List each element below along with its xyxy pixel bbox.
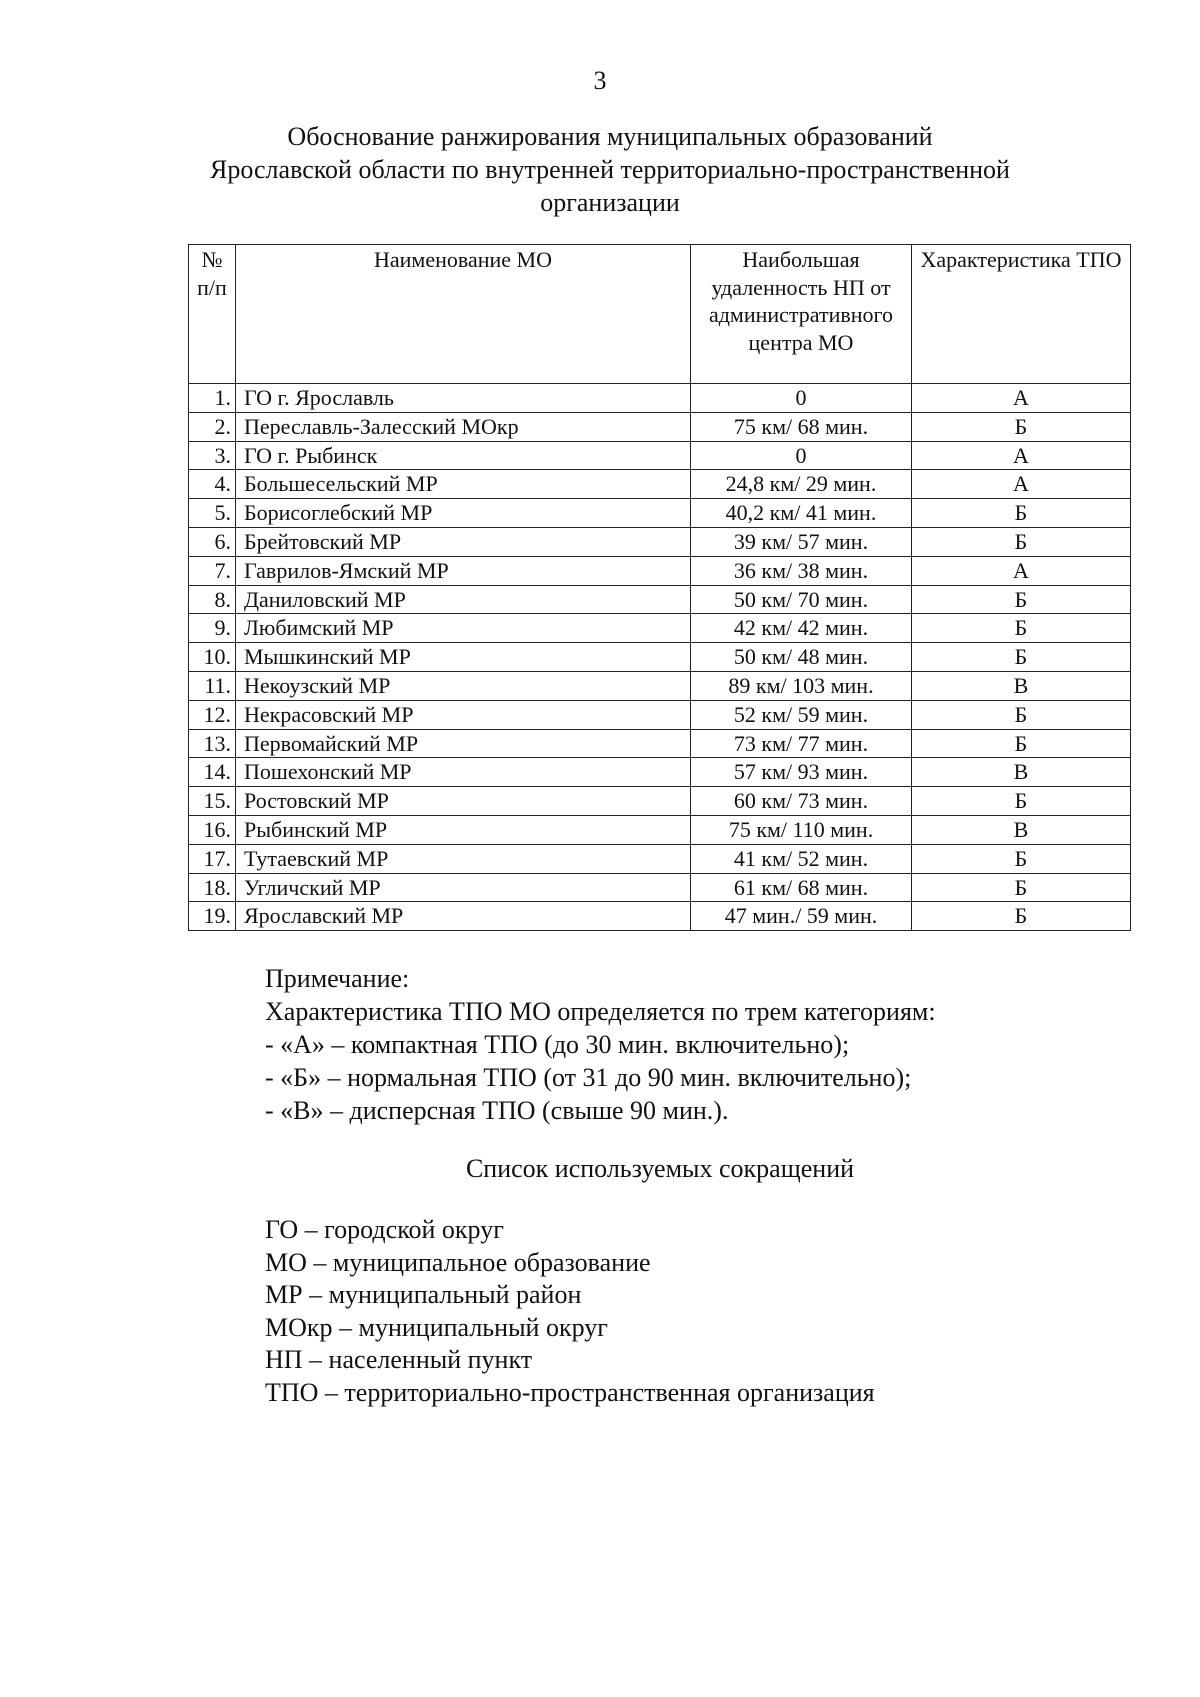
- cell-distance: 50 км/ 48 мин.: [691, 643, 912, 672]
- table-header-row: [189, 245, 1131, 384]
- cell-number: 4.: [189, 470, 236, 499]
- table-row: [189, 873, 1131, 902]
- header-name: Наименование МО: [236, 245, 691, 384]
- cell-number: 1.: [189, 384, 236, 413]
- note-line: - «А» – компактная ТПО (до 30 мин. включительно);: [265, 1030, 850, 1059]
- cell-tpo: Б: [912, 729, 1131, 758]
- cell-tpo: Б: [912, 700, 1131, 729]
- cell-name: Угличский МР: [236, 873, 691, 902]
- abbreviation-item: МР – муниципальный район: [265, 1280, 582, 1309]
- cell-distance: 50 км/ 70 мин.: [691, 585, 912, 614]
- cell-name: Переславль-Залесский МОкр: [236, 412, 691, 441]
- cell-tpo: А: [912, 470, 1131, 499]
- cell-tpo: Б: [912, 787, 1131, 816]
- abbreviation-item: ГО – городской округ: [265, 1215, 504, 1244]
- cell-distance: 89 км/ 103 мин.: [691, 671, 912, 700]
- table-row: [189, 384, 1131, 413]
- cell-name: Ярославский МР: [236, 902, 691, 931]
- cell-number: 9.: [189, 614, 236, 643]
- cell-number: 18.: [189, 873, 236, 902]
- cell-distance: 57 км/ 93 мин.: [691, 758, 912, 787]
- table-row: [189, 700, 1131, 729]
- abbreviation-item: НП – населенный пункт: [265, 1345, 533, 1374]
- cell-tpo: Б: [912, 844, 1131, 873]
- cell-number: 14.: [189, 758, 236, 787]
- title-line: организации: [540, 188, 680, 217]
- cell-name: Даниловский МР: [236, 585, 691, 614]
- cell-name: Тутаевский МР: [236, 844, 691, 873]
- cell-tpo: В: [912, 758, 1131, 787]
- note-line: - «В» – дисперсная ТПО (свыше 90 мин.).: [265, 1096, 729, 1125]
- cell-tpo: Б: [912, 614, 1131, 643]
- abbreviation-item: МОкр – муниципальный округ: [265, 1312, 608, 1342]
- header-tpo: Характеристика ТПО: [912, 245, 1131, 384]
- cell-number: 3.: [189, 441, 236, 470]
- cell-name: Первомайский МР: [236, 729, 691, 758]
- cell-distance: 36 км/ 38 мин.: [691, 556, 912, 585]
- cell-number: 19.: [189, 902, 236, 931]
- cell-tpo: А: [912, 384, 1131, 413]
- cell-number: 13.: [189, 729, 236, 758]
- cell-number: 2.: [189, 412, 236, 441]
- cell-name: Гаврилов-Ямский МР: [236, 556, 691, 585]
- table-body: [189, 384, 1131, 931]
- note-block: [265, 962, 1125, 1127]
- cell-tpo: Б: [912, 412, 1131, 441]
- table-row: [189, 902, 1131, 931]
- table-row: [189, 787, 1131, 816]
- table-row: [189, 556, 1131, 585]
- cell-tpo: В: [912, 815, 1131, 844]
- cell-number: 16.: [189, 815, 236, 844]
- table-row: [189, 412, 1131, 441]
- table-row: [189, 729, 1131, 758]
- cell-name: Мышкинский МР: [236, 643, 691, 672]
- cell-number: 17.: [189, 844, 236, 873]
- cell-number: 5.: [189, 499, 236, 528]
- cell-name: Любимский МР: [236, 614, 691, 643]
- abbreviation-item: МО – муниципальное образование: [265, 1247, 651, 1277]
- cell-number: 12.: [189, 700, 236, 729]
- cell-name: Ростовский МР: [236, 787, 691, 816]
- abbreviations-list: [265, 1214, 1125, 1409]
- note-heading: Примечание:: [265, 964, 410, 993]
- cell-distance: 40,2 км/ 41 мин.: [691, 499, 912, 528]
- cell-distance: 41 км/ 52 мин.: [691, 844, 912, 873]
- header-number: № п/п: [189, 245, 236, 384]
- table-row: [189, 671, 1131, 700]
- cell-name: Брейтовский МР: [236, 527, 691, 556]
- header-distance: Наибольшая удаленность НП от административного центра МО: [691, 245, 912, 384]
- cell-tpo: Б: [912, 873, 1131, 902]
- cell-tpo: Б: [912, 643, 1131, 672]
- table-row: [189, 441, 1131, 470]
- cell-distance: 75 км/ 110 мин.: [691, 815, 912, 844]
- cell-number: 7.: [189, 556, 236, 585]
- cell-distance: 75 км/ 68 мин.: [691, 412, 912, 441]
- table-row: [189, 614, 1131, 643]
- table-row: [189, 844, 1131, 873]
- cell-tpo: А: [912, 556, 1131, 585]
- cell-distance: 52 км/ 59 мин.: [691, 700, 912, 729]
- cell-distance: 47 мин./ 59 мин.: [691, 902, 912, 931]
- document-title: [190, 120, 1030, 219]
- cell-name: Рыбинский МР: [236, 815, 691, 844]
- note-line: - «Б» – нормальная ТПО (от 31 до 90 мин. включительно);: [265, 1063, 912, 1092]
- ranking-table: [188, 244, 1131, 931]
- cell-tpo: А: [912, 441, 1131, 470]
- cell-distance: 24,8 км/ 29 мин.: [691, 470, 912, 499]
- table-row: [189, 758, 1131, 787]
- table-row: [189, 527, 1131, 556]
- note-line: Характеристика ТПО МО определяется по трем категориям:: [265, 997, 936, 1026]
- cell-number: 8.: [189, 585, 236, 614]
- cell-name: Некрасовский МР: [236, 700, 691, 729]
- cell-distance: 73 км/ 77 мин.: [691, 729, 912, 758]
- cell-name: Некоузский МР: [236, 671, 691, 700]
- cell-distance: 60 км/ 73 мин.: [691, 787, 912, 816]
- cell-name: Борисоглебский МР: [236, 499, 691, 528]
- title-line: Ярославской области по внутренней территориально-пространственной: [210, 155, 1010, 184]
- cell-name: ГО г. Ярославль: [236, 384, 691, 413]
- cell-tpo: Б: [912, 902, 1131, 931]
- cell-tpo: В: [912, 671, 1131, 700]
- cell-name: Пошехонский МР: [236, 758, 691, 787]
- cell-tpo: Б: [912, 585, 1131, 614]
- cell-tpo: Б: [912, 527, 1131, 556]
- cell-number: 6.: [189, 527, 236, 556]
- table-row: [189, 815, 1131, 844]
- cell-distance: 61 км/ 68 мин.: [691, 873, 912, 902]
- cell-name: ГО г. Рыбинск: [236, 441, 691, 470]
- table-row: [189, 470, 1131, 499]
- cell-distance: 39 км/ 57 мин.: [691, 527, 912, 556]
- table-row: [189, 643, 1131, 672]
- cell-name: Большесельский МР: [236, 470, 691, 499]
- table-row: [189, 585, 1131, 614]
- cell-tpo: Б: [912, 499, 1131, 528]
- abbreviations-title: Список используемых сокращений: [465, 1154, 855, 1183]
- cell-distance: 0: [691, 384, 912, 413]
- cell-number: 11.: [189, 671, 236, 700]
- cell-distance: 42 км/ 42 мин.: [691, 614, 912, 643]
- cell-number: 10.: [189, 643, 236, 672]
- abbreviation-item: ТПО – территориально-пространственная организация: [265, 1377, 875, 1407]
- cell-number: 15.: [189, 787, 236, 816]
- title-line: Обоснование ранжирования муниципальных образований: [287, 122, 933, 151]
- cell-distance: 0: [691, 441, 912, 470]
- page-number: 3: [593, 66, 607, 95]
- table-row: [189, 499, 1131, 528]
